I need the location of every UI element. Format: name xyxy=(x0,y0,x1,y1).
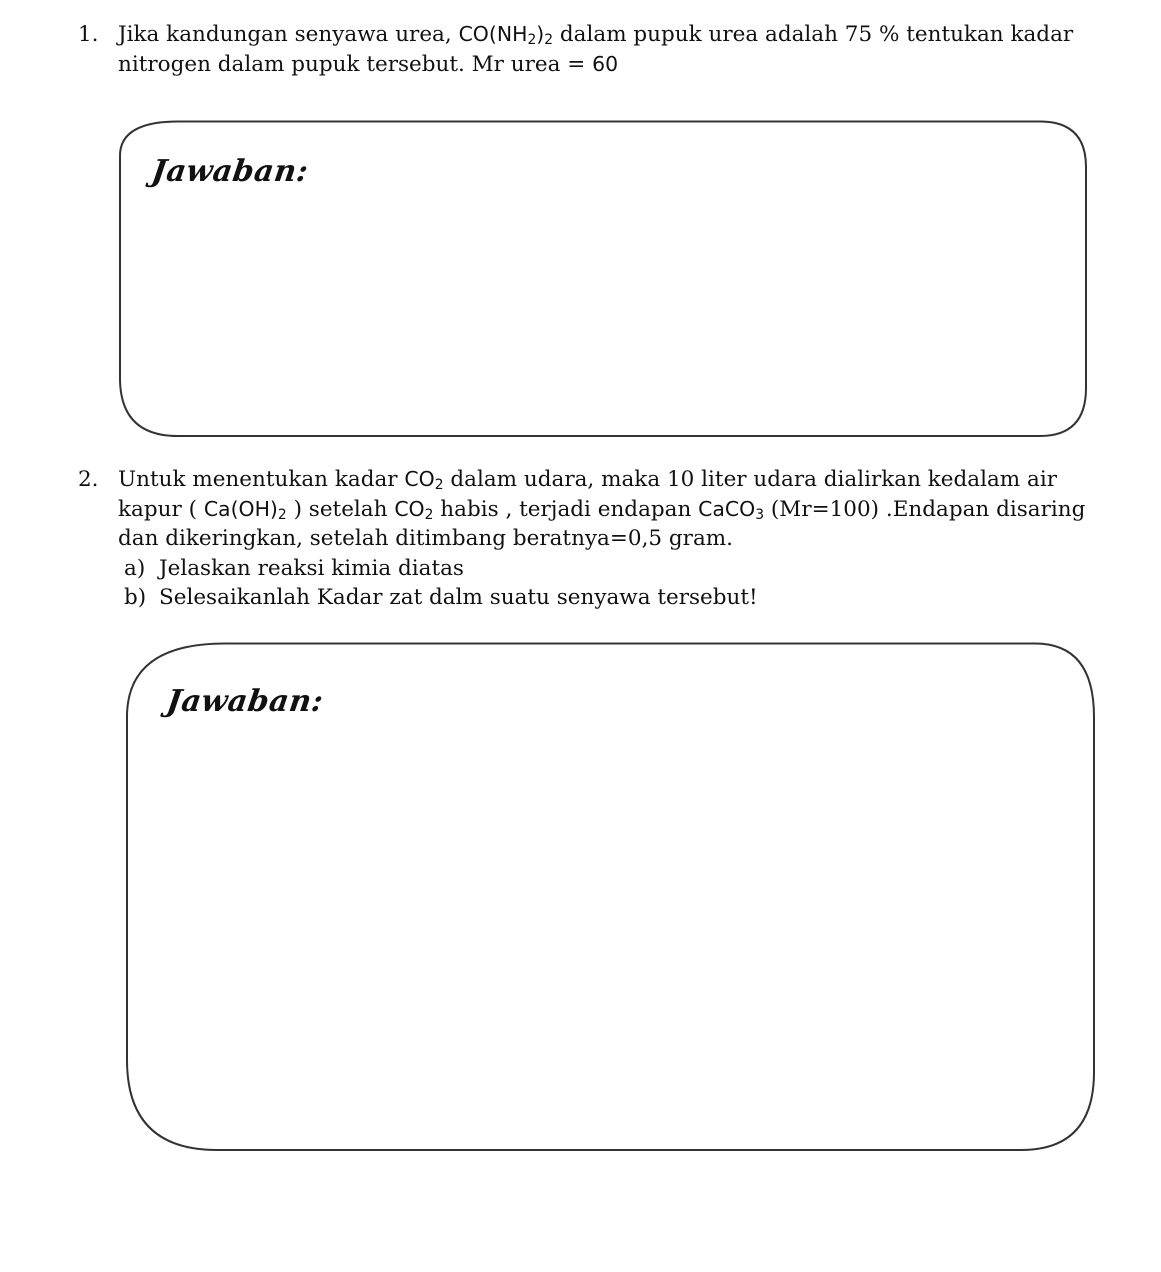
question-line xyxy=(118,495,1086,525)
sub-question-label: b) xyxy=(124,585,147,610)
question-text xyxy=(118,20,1086,79)
urea-formula: $CO(NH_2)_2$ xyxy=(458,22,554,48)
text-segment: kapur ( $Ca(OH)_2$ ) setelah $CO_2$ habis , terjadi endapan CaCO$_3$ (Mr=100) .Endapan disaring xyxy=(118,496,1086,523)
sub-question-list xyxy=(124,554,758,613)
co2-formula: $CO_2$ xyxy=(404,467,444,493)
answer-box-2[interactable] xyxy=(125,642,1097,1154)
question-line xyxy=(118,50,1086,80)
answer-label: Jawaban: xyxy=(149,154,311,189)
answer-box-1[interactable] xyxy=(118,120,1088,440)
sub-question-label: a) xyxy=(124,555,146,581)
sub-question-text: Jelaskan reaksi kimia diatas xyxy=(159,555,464,581)
text-segment: Untuk menentukan kadar $CO_2$ dalam udara, maka 10 liter udara dialirkan kedalam air xyxy=(118,467,1057,493)
co2-formula: $CO_2$ xyxy=(394,496,434,523)
question-number: 1. xyxy=(78,22,99,47)
caco3-formula: CaCO$_3$ xyxy=(698,496,765,523)
question-line xyxy=(118,524,1086,554)
sub-question-text: Selesaikanlah Kadar zat dalm suatu senyawa tersebut! xyxy=(159,585,758,610)
sub-question-a xyxy=(124,554,758,584)
question-number: 2. xyxy=(78,467,99,492)
caoh2-formula: $Ca(OH)_2$ xyxy=(203,496,287,523)
question-text xyxy=(118,465,1086,554)
text-segment: nitrogen dalam pupuk tersebut. Mr urea = 60 xyxy=(118,51,619,77)
answer-label: Jawaban: xyxy=(164,684,326,719)
sub-question-b xyxy=(124,583,758,613)
question-line xyxy=(118,465,1086,495)
text-segment: dan dikeringkan, setelah ditimbang beratnya=0,5 gram. xyxy=(118,526,733,551)
question-line xyxy=(118,20,1086,50)
text-segment: Jika kandungan senyawa urea, $CO(NH_2)_2$ dalam pupuk urea adalah 75 % tentukan kadar xyxy=(118,22,1074,48)
